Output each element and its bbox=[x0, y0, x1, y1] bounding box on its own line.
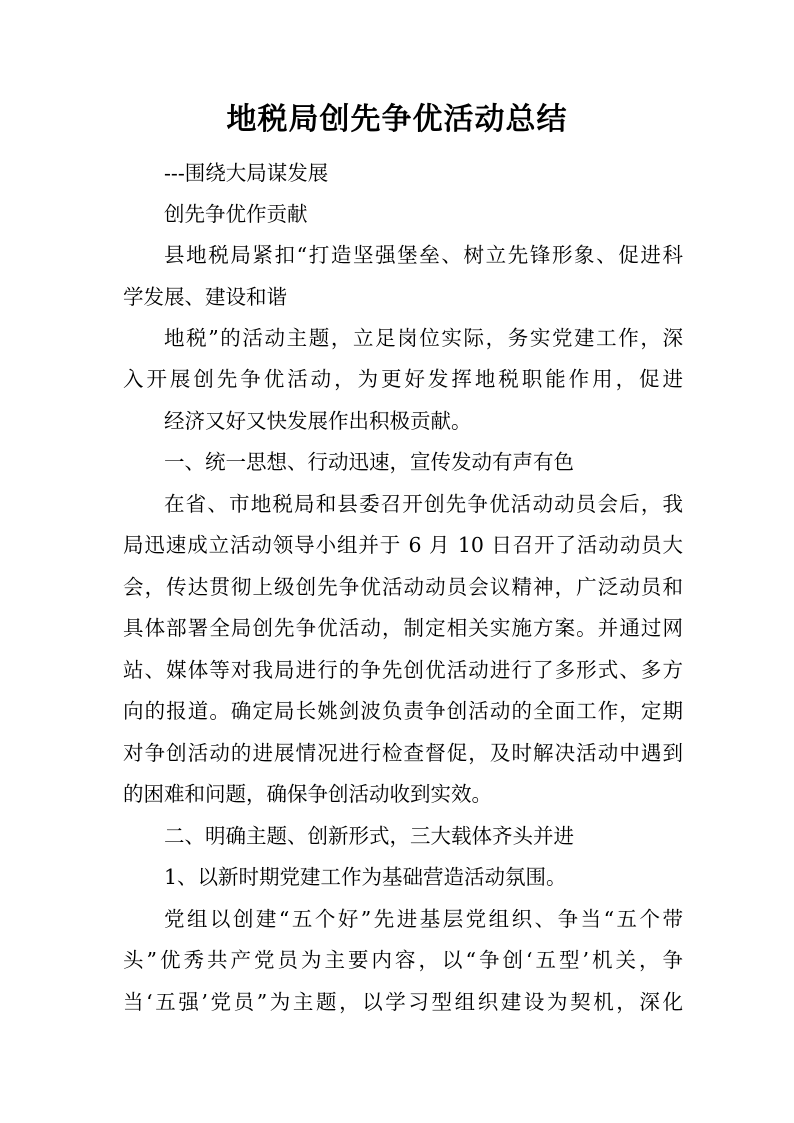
document-title: 地税局创先争优活动总结 bbox=[226, 102, 568, 137]
subtitle-line-2: 创先争优作贡献 bbox=[164, 202, 308, 226]
section-heading-1: 一、统一思想、行动迅速，宣传发动有声有色 bbox=[164, 450, 574, 474]
paragraph-line: 头”优秀共产党员为主要内容，以“争创‘五型’机关，争 bbox=[123, 948, 683, 972]
paragraph-line: 当‘五强’党员”为主题，以学习型组织建设为契机，深化 bbox=[123, 990, 683, 1014]
paragraph-line: 地税”的活动主题，立足岗位实际，务实党建工作，深 bbox=[164, 326, 683, 350]
paragraph-line: 对争创活动的进展情况进行检查督促，及时解决活动中遇到 bbox=[123, 741, 683, 765]
subsection-heading-1: 1、以新时期党建工作为基础营造活动氛围。 bbox=[164, 865, 567, 889]
paragraph-line: 经济又好又快发展作出积极贡献。 bbox=[164, 409, 472, 433]
paragraph-line: 学发展、建设和谐 bbox=[123, 285, 287, 309]
subtitle-line-1: ---围绕大局谋发展 bbox=[164, 161, 329, 185]
paragraph-line: 党组以创建“五个好”先进基层党组织、争当“五个带 bbox=[164, 907, 683, 931]
paragraph-line: 局迅速成立活动领导小组并于 6 月 10 日召开了活动动员大 bbox=[123, 533, 683, 557]
paragraph-line: 会，传达贯彻上级创先争优活动动员会议精神，广泛动员和 bbox=[123, 575, 683, 599]
paragraph-line: 县地税局紧扣“打造坚强堡垒、树立先锋形象、促进科 bbox=[164, 243, 683, 267]
paragraph-line: 在省、市地税局和县委召开创先争优活动动员会后，我 bbox=[164, 492, 683, 516]
paragraph-line: 向的报道。确定局长姚剑波负责争创活动的全面工作，定期 bbox=[123, 699, 683, 723]
paragraph-line: 站、媒体等对我局进行的争先创优活动进行了多形式、多方 bbox=[123, 658, 683, 682]
paragraph-line: 具体部署全局创先争优活动，制定相关实施方案。并通过网 bbox=[123, 616, 683, 640]
paragraph-line: 入开展创先争优活动，为更好发挥地税职能作用，促进 bbox=[123, 367, 683, 391]
paragraph-line: 的困难和问题，确保争创活动收到实效。 bbox=[123, 782, 492, 806]
section-heading-2: 二、明确主题、创新形式，三大载体齐头并进 bbox=[164, 824, 574, 848]
